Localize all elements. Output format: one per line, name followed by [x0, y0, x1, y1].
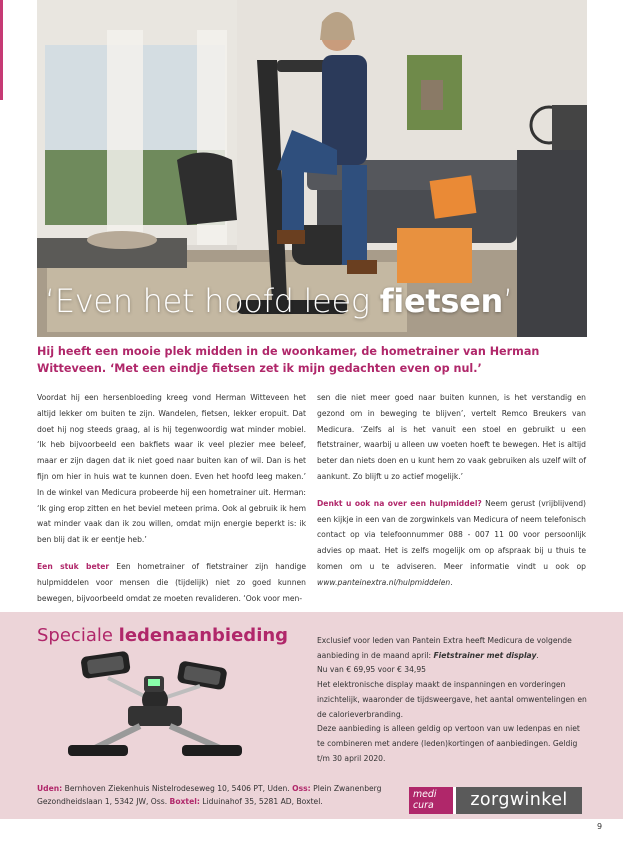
logo-line1: medi: [413, 789, 437, 800]
promo-text: [317, 634, 587, 766]
edge-accent-bar: [0, 0, 3, 100]
hero-photo: [37, 0, 587, 337]
paragraph: [37, 559, 306, 606]
address-oss: Plein Zwanenberg Gezondheidslaan 1, 5342 JW, Oss.: [37, 784, 382, 807]
paragraph: Voordat hij een hersenbloeding kreeg vond Herman Witteveen het altijd lekker om buiten te zijn. Wandelen, fietsen, lekker eropuit. Dat doet hij nog steeds graag, al is hij tegenwoordig wat minder mobiel. ‘Ik heb bijvoorbeeld een bakfiets waar ik veel plezier mee beleef, maar er zijn dagen dat ik niet goed naar buiten kan of wil. Dan is het fijn om hier in huis wat te kunnen doen. Even het hoofd leeg maken.’ In de winkel van Medicura probeerde hij een hometrainer uit. Herman: ‘Ik ging erop zitten en het beviel meteen prima. Ook al gebruik ik hem wat minder vaak dan ik zou willen, omdat mijn energie beperkt is: ik ben blij dat ik er eentje heb.’: [37, 393, 306, 545]
page-number: 9: [597, 822, 603, 831]
paragraph: sen die niet meer goed naar buiten kunnen, is het verstandig en gezond om in beweging te blijven’, vertelt Remco Breukers van Medicura. ‘Zelfs al is het vanuit een stoel en gebruikt u een fietstrainer, waarbij u alleen uw voeten hoeft te bewegen. Het is altijd beter dan niets doen en u kunt hem zo vaak gebruiken als uzelf wilt of aankunt. Zo blijft u zo actief mogelijk.’: [317, 393, 586, 481]
headline-part3: ’: [503, 282, 513, 320]
article-column-left: [37, 390, 306, 617]
address-label-boxtel: Boxtel:: [169, 797, 200, 807]
article-column-right: [317, 390, 586, 602]
store-addresses: [37, 782, 397, 809]
paragraph: [317, 496, 586, 591]
promo-price: Nu van € 69,95 voor € 34,95: [317, 665, 426, 675]
website-link[interactable]: www.panteinextra.nl/hulpmiddelen: [317, 577, 451, 587]
headline-part1: ‘Even het hoofd leeg: [45, 282, 380, 320]
medicura-zorgwinkel-logo: [409, 787, 582, 814]
headline: [45, 282, 513, 320]
address-boxtel: Liduinahof 35, 5281 AD, Boxtel.: [199, 797, 323, 807]
logo-zorgwinkel: zorgwinkel: [453, 787, 582, 814]
paragraph-text: Neem gerust (vrijblijvend) een kijkje in een van de zorgwinkels van Medicura of neem telefonisch contact op via telefoonnummer 088 - 007 11 00 voor persoonlijk advies op maat. Het is zelfs mogelijk om op afspraak bij u thuis te komen om u te adviseren. Meer informatie vindt u ook op: [317, 498, 586, 571]
headline-bold: fietsen: [379, 282, 504, 320]
logo-medicura: [409, 787, 453, 814]
promo-description: Het elektronische display maakt de inspanningen en vorderingen inzichtelijk, waaronder de tijdsweergave, het aantal omwentelingen en de calorieverbranding.: [317, 680, 587, 719]
promo-intro-end: .: [536, 650, 539, 660]
lead-paragraph: Hij heeft een mooie plek midden in de woonkamer, de hometrainer van Herman Witteveen. ‘Met een eindje fietsen zet ik mijn gedachten even op nul.’: [37, 345, 540, 375]
address-label-oss: Oss:: [292, 784, 311, 793]
promo-product: Fietstrainer met display: [433, 650, 537, 660]
subheading: Denkt u ook na over een hulpmiddel?: [317, 498, 482, 508]
promo-title-bold: ledenaanbieding: [118, 625, 289, 646]
address-label-uden: Uden:: [37, 784, 63, 793]
address-uden: Bernhoven Ziekenhuis Nistelrodeseweg 10, 5406 PT, Uden.: [62, 784, 293, 793]
subheading: Een stuk beter: [37, 561, 110, 571]
promo-intro: [317, 634, 587, 663]
promo-intro-text: Exclusief voor leden van Pantein Extra heeft Medicura de volgende aanbieding in de maand april:: [317, 636, 572, 660]
pedal-exerciser-image: [60, 648, 250, 766]
paragraph-text: Een hometrainer of fietstrainer zijn handige hulpmiddelen voor mensen die (tijdelijk) niet zo goed kunnen bewegen, bijvoorbeeld omdat ze moeten revalideren. ‘Ook voor men-: [37, 561, 307, 603]
promo-title: [37, 625, 288, 646]
promo-terms: Deze aanbieding is alleen geldig op vertoon van uw ledenpas en niet te combineren met andere (leden)kortingen of aanbiedingen. Geldig t/m 30 april 2020.: [317, 724, 580, 763]
promo-title-light: Speciale: [37, 625, 119, 646]
paragraph-text-end: .: [450, 577, 453, 587]
logo-line2: cura: [413, 799, 434, 811]
